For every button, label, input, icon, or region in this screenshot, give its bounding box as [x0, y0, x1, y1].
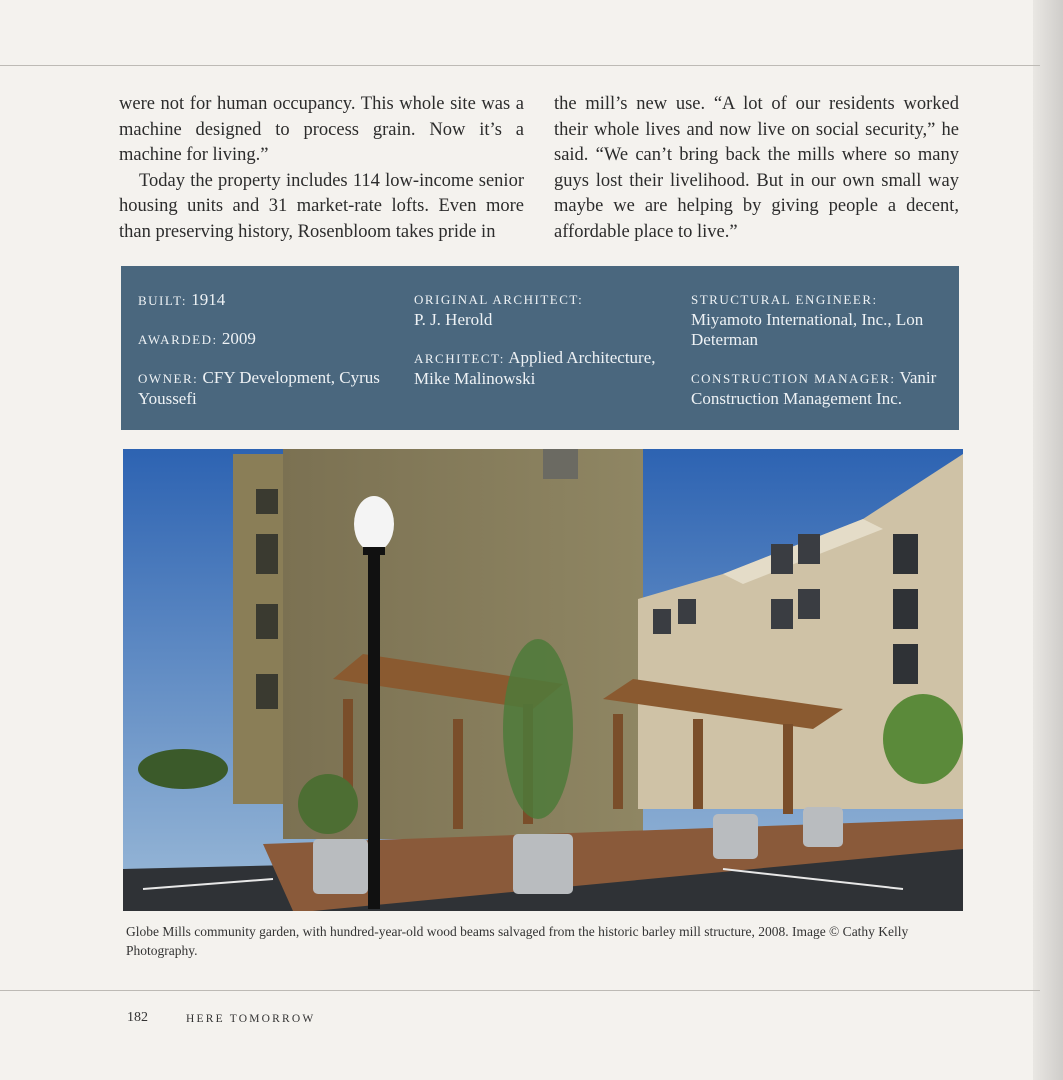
text-column-right: [554, 92, 959, 245]
info-column: [138, 290, 388, 427]
architect-item: [414, 348, 674, 389]
awarded-item: [138, 329, 388, 350]
garden-photo: [123, 449, 963, 911]
paragraph: the mill’s new use. “A lot of our residents worked their whole lives and now live on social security,” he said. “We can’t bring back the mills where so many guys lost their livelihood. But in our own small way maybe we are helping by giving people a decent, affordable place to live.”: [554, 94, 959, 242]
structural-engineer-item: [691, 290, 956, 350]
text-column-left: [119, 92, 524, 245]
awarded-value: 2009: [221, 329, 256, 348]
built-label: BUILT:: [138, 293, 188, 308]
built-item: [138, 290, 388, 311]
project-info-box: [121, 266, 959, 430]
built-value: 1914: [191, 290, 226, 309]
photo-caption: Globe Mills community garden, with hundred-year-old wood beams salvaged from the historic barley mill structure, 2008. Image © Cathy Kelly Photography.: [126, 924, 909, 958]
top-rule: [0, 65, 1040, 66]
structural-engineer-label: STRUCTURAL ENGINEER:: [691, 292, 878, 307]
info-column: [414, 290, 674, 407]
paragraph: Today the property includes 114 low-income senior housing units and 31 market-rate lofts. Even more than preserving history, Rosenbloom takes pride in: [119, 170, 524, 242]
owner-label: OWNER:: [138, 371, 199, 386]
bottom-rule: [0, 990, 1040, 991]
construction-manager-item: [691, 368, 956, 409]
original-architect-value: P. J. Herold: [414, 310, 493, 329]
page-gutter-shadow: [1033, 0, 1063, 1080]
running-title: HERE TOMORROW: [186, 1013, 316, 1025]
original-architect-label: ORIGINAL ARCHITECT:: [414, 292, 584, 307]
owner-item: [138, 368, 388, 409]
awarded-label: AWARDED:: [138, 332, 218, 347]
info-column: [691, 290, 956, 427]
page-number: 182: [127, 1010, 148, 1025]
architect-label: ARCHITECT:: [414, 351, 505, 366]
construction-manager-value: Vanir Construction Management Inc.: [691, 368, 937, 408]
paragraph: were not for human occupancy. This whole site was a machine designed to process grain. Now it’s a machine for living.”: [119, 94, 524, 165]
structural-engineer-value: Miyamoto International, Inc., Lon Determan: [691, 310, 924, 349]
original-architect-item: [414, 290, 674, 330]
construction-manager-label: CONSTRUCTION MANAGER:: [691, 371, 896, 386]
architect-value: Applied Architecture, Mike Malinowski: [414, 348, 656, 388]
owner-value: CFY Development, Cyrus Youssefi: [138, 368, 380, 408]
